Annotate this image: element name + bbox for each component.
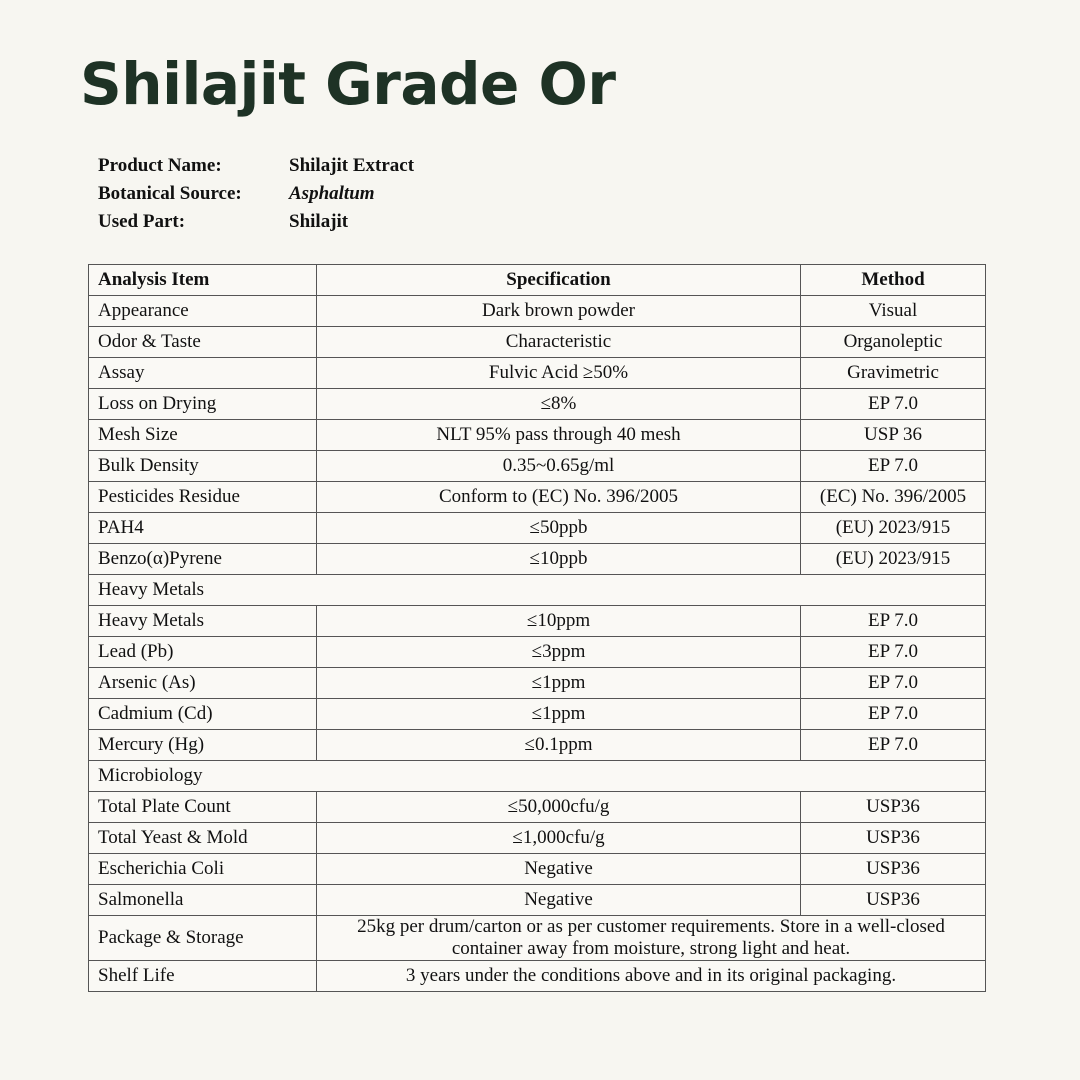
specification-cell: ≤1ppm — [317, 668, 801, 699]
package-value: 25kg per drum/carton or as per customer requirements. Store in a well-closed container away from moisture, strong light and heat. — [317, 916, 986, 961]
specification-cell: Fulvic Acid ≥50% — [317, 358, 801, 389]
analysis-item-cell: Arsenic (As) — [89, 668, 317, 699]
table-row — [89, 792, 986, 823]
table-row — [89, 668, 986, 699]
table-body-general — [89, 296, 986, 575]
info-row-product-name — [98, 152, 414, 180]
method-cell: EP 7.0 — [801, 668, 986, 699]
specification-cell: NLT 95% pass through 40 mesh — [317, 420, 801, 451]
method-cell: (EC) No. 396/2005 — [801, 482, 986, 513]
table-row — [89, 699, 986, 730]
shelf-life-row — [89, 961, 986, 992]
table-row — [89, 389, 986, 420]
header-analysis-item: Analysis Item — [89, 265, 317, 296]
analysis-item-cell: Odor & Taste — [89, 327, 317, 358]
specification-cell: ≤1ppm — [317, 699, 801, 730]
method-cell: USP36 — [801, 823, 986, 854]
product-info — [98, 152, 414, 236]
shelf-life-label: Shelf Life — [89, 961, 317, 992]
method-cell: Organoleptic — [801, 327, 986, 358]
specification-cell: 0.35~0.65g/ml — [317, 451, 801, 482]
table-section-heavy-metals — [89, 575, 986, 606]
method-cell: EP 7.0 — [801, 606, 986, 637]
analysis-item-cell: Assay — [89, 358, 317, 389]
info-value: Shilajit Extract — [289, 155, 415, 176]
analysis-item-cell: Benzo(α)Pyrene — [89, 544, 317, 575]
specification-cell: ≤0.1ppm — [317, 730, 801, 761]
table-row — [89, 358, 986, 389]
table-footer — [89, 916, 986, 992]
specification-cell: ≤1,000cfu/g — [317, 823, 801, 854]
package-label: Package & Storage — [89, 916, 317, 961]
info-label: Product Name: — [98, 155, 222, 176]
table-row — [89, 854, 986, 885]
analysis-item-cell: Pesticides Residue — [89, 482, 317, 513]
method-cell: EP 7.0 — [801, 730, 986, 761]
section-heading: Heavy Metals — [89, 575, 986, 606]
specification-cell: ≤3ppm — [317, 637, 801, 668]
info-label: Used Part: — [98, 211, 186, 232]
method-cell: USP36 — [801, 854, 986, 885]
method-cell: Visual — [801, 296, 986, 327]
table-row — [89, 296, 986, 327]
analysis-item-cell: Mercury (Hg) — [89, 730, 317, 761]
analysis-item-cell: Mesh Size — [89, 420, 317, 451]
analysis-item-cell: Appearance — [89, 296, 317, 327]
analysis-item-cell: Loss on Drying — [89, 389, 317, 420]
info-row-used-part — [98, 208, 414, 236]
table-section-microbiology — [89, 761, 986, 792]
table-body-heavy-metals — [89, 606, 986, 761]
specification-cell: ≤50ppb — [317, 513, 801, 544]
header-method: Method — [801, 265, 986, 296]
method-cell: USP 36 — [801, 420, 986, 451]
specification-cell: ≤10ppb — [317, 544, 801, 575]
table-row — [89, 606, 986, 637]
table-body-microbiology — [89, 792, 986, 916]
specification-cell: Characteristic — [317, 327, 801, 358]
section-row — [89, 575, 986, 606]
info-value: Shilajit — [289, 211, 349, 232]
analysis-item-cell: Total Plate Count — [89, 792, 317, 823]
table-row — [89, 327, 986, 358]
specification-cell: Negative — [317, 854, 801, 885]
info-value: Asphaltum — [289, 183, 375, 204]
method-cell: EP 7.0 — [801, 699, 986, 730]
package-storage-row — [89, 916, 986, 961]
table-row — [89, 885, 986, 916]
specification-cell: ≤10ppm — [317, 606, 801, 637]
specification-cell: Negative — [317, 885, 801, 916]
method-cell: EP 7.0 — [801, 451, 986, 482]
analysis-item-cell: Escherichia Coli — [89, 854, 317, 885]
specification-table — [88, 264, 986, 992]
table-row — [89, 513, 986, 544]
specification-cell: Dark brown powder — [317, 296, 801, 327]
specification-cell: ≤8% — [317, 389, 801, 420]
analysis-item-cell: Total Yeast & Mold — [89, 823, 317, 854]
table-row — [89, 730, 986, 761]
specification-cell: ≤50,000cfu/g — [317, 792, 801, 823]
table-row — [89, 544, 986, 575]
method-cell: USP36 — [801, 885, 986, 916]
analysis-item-cell: Lead (Pb) — [89, 637, 317, 668]
header-specification: Specification — [317, 265, 801, 296]
shelf-life-value: 3 years under the conditions above and in its original packaging. — [317, 961, 986, 992]
table-row — [89, 823, 986, 854]
section-heading: Microbiology — [89, 761, 986, 792]
analysis-item-cell: Heavy Metals — [89, 606, 317, 637]
analysis-item-cell: Cadmium (Cd) — [89, 699, 317, 730]
analysis-item-cell: Salmonella — [89, 885, 317, 916]
section-row — [89, 761, 986, 792]
table-row — [89, 482, 986, 513]
table-row — [89, 451, 986, 482]
info-row-botanical-source — [98, 180, 414, 208]
info-label: Botanical Source: — [98, 183, 242, 204]
method-cell: USP36 — [801, 792, 986, 823]
method-cell: EP 7.0 — [801, 637, 986, 668]
method-cell: (EU) 2023/915 — [801, 544, 986, 575]
table-row — [89, 420, 986, 451]
specification-cell: Conform to (EC) No. 396/2005 — [317, 482, 801, 513]
table-header-row — [89, 265, 986, 296]
method-cell: (EU) 2023/915 — [801, 513, 986, 544]
page-title: Shilajit Grade Or — [80, 50, 616, 118]
method-cell: EP 7.0 — [801, 389, 986, 420]
analysis-item-cell: PAH4 — [89, 513, 317, 544]
analysis-item-cell: Bulk Density — [89, 451, 317, 482]
method-cell: Gravimetric — [801, 358, 986, 389]
table-row — [89, 637, 986, 668]
